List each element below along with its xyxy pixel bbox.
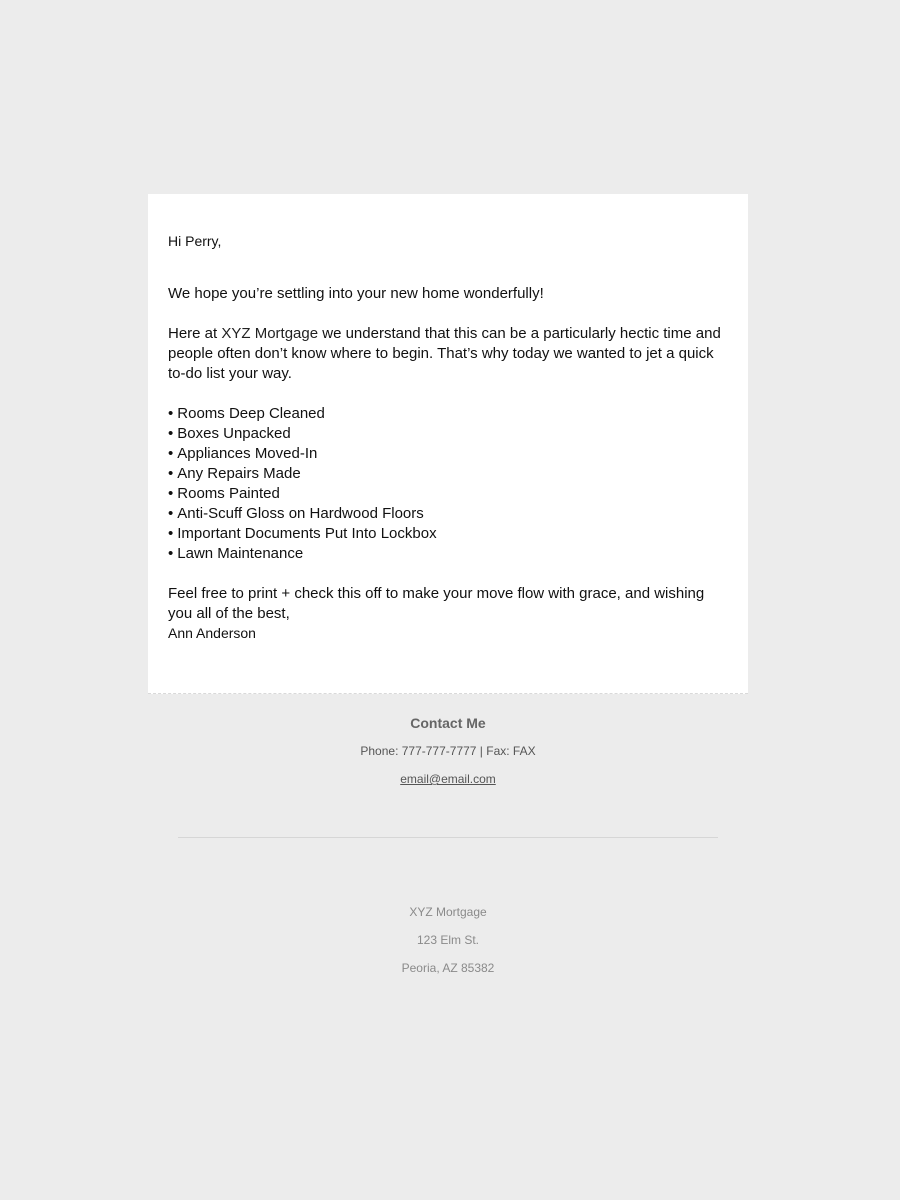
bullet: • — [168, 525, 174, 542]
company-address — [148, 903, 748, 987]
todo-label: Anti-Scuff Gloss on Hardwood Floors — [177, 505, 424, 522]
todo-item — [168, 404, 728, 424]
intro-paragraph: We hope you’re settling into your new home wonderfully! — [168, 285, 544, 302]
todo-label: Boxes Unpacked — [177, 425, 291, 442]
todo-label: Any Repairs Made — [177, 465, 301, 482]
todo-label: Rooms Painted — [177, 485, 280, 502]
todo-label: Important Documents Put Into Lockbox — [177, 525, 437, 542]
signature: Ann Anderson — [168, 625, 256, 641]
todo-label: Appliances Moved-In — [177, 445, 318, 462]
bullet: • — [168, 505, 174, 522]
todo-item — [168, 464, 728, 484]
footer-divider — [178, 837, 718, 838]
phone-fax-line: Phone: 777-777-7777 | Fax: FAX — [360, 744, 536, 758]
contact-section — [148, 713, 748, 788]
todo-item — [168, 504, 728, 524]
bullet: • — [168, 545, 174, 562]
todo-list — [168, 404, 728, 564]
company-name: XYZ Mortgage — [409, 905, 487, 919]
closing-paragraph: Feel free to print + check this off to make your move flow with grace, and wishing you all of the best, — [168, 585, 705, 622]
todo-item — [168, 444, 728, 464]
greeting: Hi Perry, — [168, 233, 222, 249]
body-paragraph — [168, 324, 728, 384]
todo-item — [168, 544, 728, 564]
contact-heading: Contact Me — [410, 715, 486, 731]
todo-label: Lawn Maintenance — [177, 545, 304, 562]
email-card — [148, 194, 748, 694]
bullet: • — [168, 405, 174, 422]
bullet: • — [168, 425, 174, 442]
street-address: 123 Elm St. — [416, 933, 480, 947]
todo-item — [168, 484, 728, 504]
city-state-zip: Peoria, AZ 85382 — [401, 961, 495, 975]
body-prefix: Here at — [168, 325, 222, 342]
email-link[interactable]: email@email.com — [400, 772, 496, 786]
todo-item — [168, 524, 728, 544]
todo-label: Rooms Deep Cleaned — [177, 405, 325, 422]
company-link[interactable]: XYZ Mortgage — [221, 325, 319, 342]
bullet: • — [168, 445, 174, 462]
body-suffix: we understand that this can be a particularly hectic time and people often don’t know where to begin. That’s why today we wanted to jet a quick to-do list your way. — [168, 325, 721, 382]
bullet: • — [168, 465, 174, 482]
todo-item — [168, 424, 728, 444]
bullet: • — [168, 485, 174, 502]
